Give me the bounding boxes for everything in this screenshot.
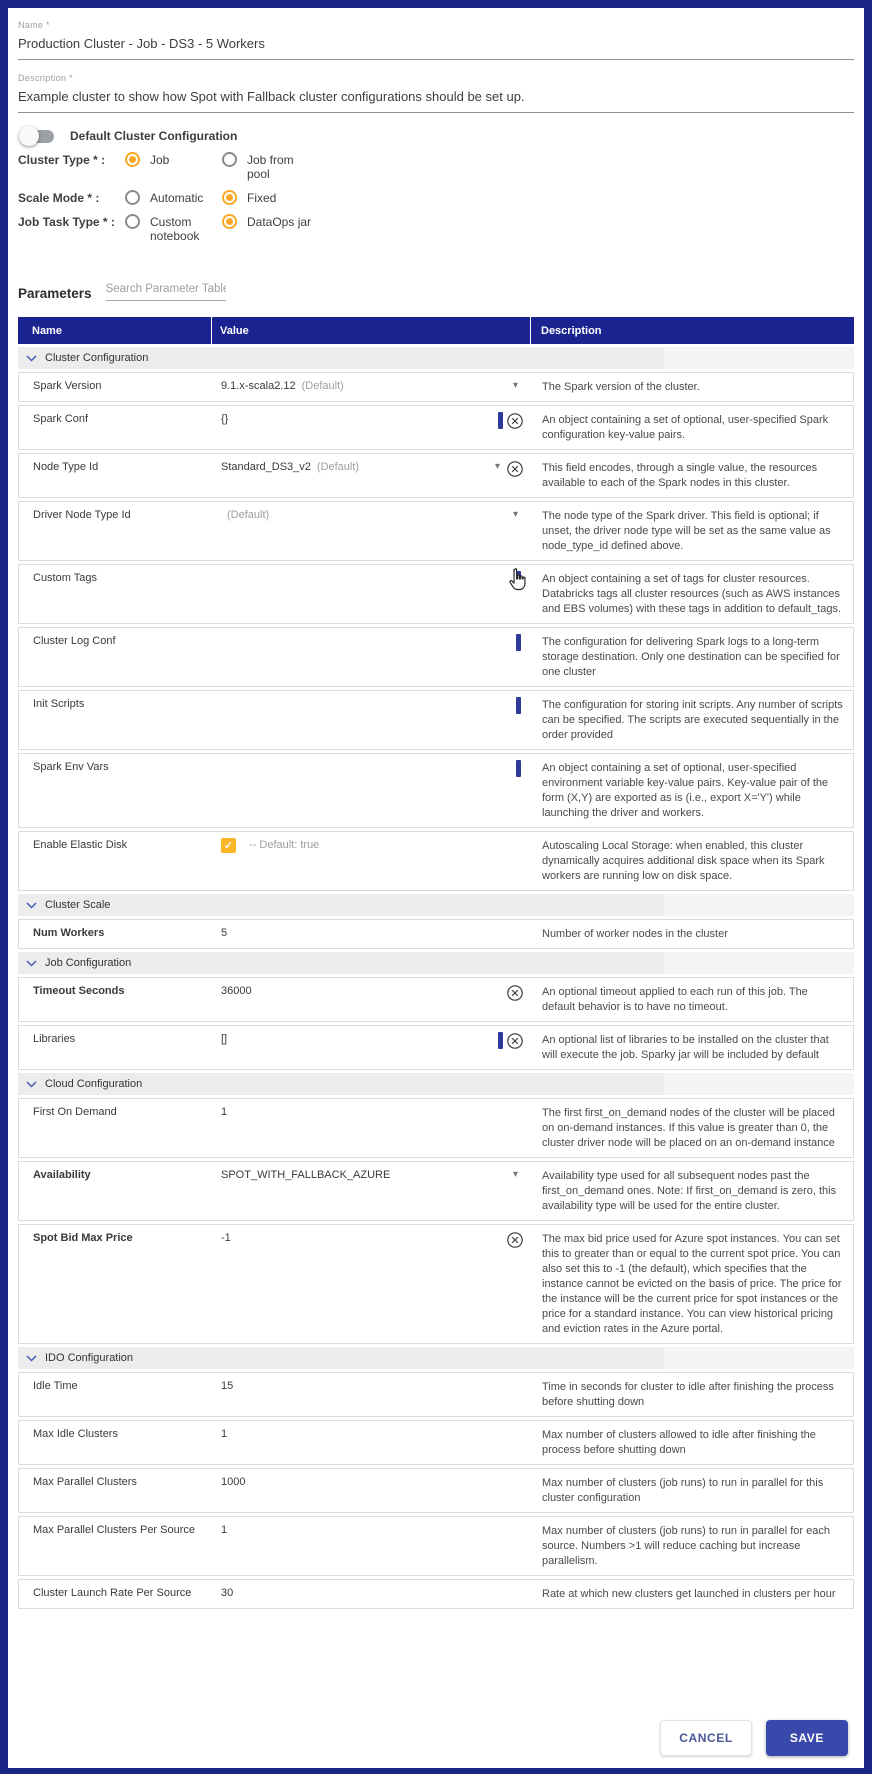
param-value: []: [221, 1033, 228, 1045]
param-value-cell[interactable]: [213, 1517, 532, 1575]
radio-option-job-from-pool[interactable]: [222, 152, 319, 181]
param-value-cell[interactable]: [213, 832, 532, 890]
expand-editor-icon[interactable]: [498, 1032, 503, 1049]
section-tail: [664, 894, 854, 916]
param-value-cell[interactable]: [213, 628, 532, 686]
column-header-value: Value: [212, 317, 531, 344]
default-config-toggle-row: [18, 129, 854, 143]
mouse-cursor-icon: [506, 566, 529, 599]
expand-editor-icon[interactable]: [516, 697, 521, 714]
param-value: Standard_DS3_v2: [221, 461, 311, 473]
dropdown-caret-icon[interactable]: ▾: [512, 509, 518, 520]
param-name: Max Parallel Clusters: [33, 1476, 137, 1488]
param-value: -1: [221, 1232, 231, 1244]
dropdown-caret-icon[interactable]: ▾: [512, 1169, 518, 1180]
param-value-cell[interactable]: [213, 1162, 532, 1220]
section-row[interactable]: [18, 1073, 854, 1095]
param-description: This field encodes, through a single value, the resources available to each of the Spark nodes in this cluster.: [542, 462, 818, 489]
param-value-cell[interactable]: [213, 406, 532, 449]
table-row: [18, 1098, 854, 1158]
param-value-cell[interactable]: [213, 1026, 532, 1069]
param-name: Max Parallel Clusters Per Source: [33, 1524, 196, 1536]
param-value-cell[interactable]: [213, 502, 532, 560]
param-value: 1: [221, 1428, 228, 1440]
expand-editor-icon[interactable]: [516, 634, 521, 651]
table-row: [18, 1516, 854, 1576]
param-description: An optional timeout applied to each run of this job. The default behavior is to have no timeout.: [542, 986, 808, 1013]
dropdown-caret-icon[interactable]: ▾: [494, 461, 500, 472]
param-description: An object containing a set of tags for cluster resources. Databricks tags all cluster resources (such as AWS instances and EBS volumes) with these tags in addition to default_tags.: [532, 565, 853, 623]
param-value-cell[interactable]: [213, 565, 532, 623]
table-row: [18, 372, 854, 402]
param-description: Number of worker nodes in the cluster: [542, 928, 728, 940]
expand-editor-icon[interactable]: [516, 760, 521, 777]
param-description: Time in seconds for cluster to idle after finishing the process before shutting down: [542, 1381, 834, 1408]
chevron-down-icon: [26, 355, 37, 362]
radio-option-label: Custom notebook: [150, 215, 200, 243]
section-label: Cluster Scale: [45, 899, 111, 911]
param-value-cell[interactable]: [213, 1373, 532, 1416]
param-value: 36000: [221, 985, 252, 997]
dialog-footer: [660, 1720, 848, 1756]
chevron-down-icon: [26, 1081, 37, 1088]
param-value-cell[interactable]: [213, 454, 532, 497]
table-row: [18, 1579, 854, 1609]
param-value-cell[interactable]: [213, 1099, 532, 1157]
clear-value-icon[interactable]: [506, 1032, 524, 1050]
table-row: [18, 1420, 854, 1465]
param-description: The configuration for delivering Spark logs to a long-term storage destination. Only one destination can be specified for one cluster: [542, 636, 840, 678]
table-row: [18, 690, 854, 750]
param-value: 1: [221, 1524, 228, 1536]
param-description: The node type of the Spark driver. This field is optional; if unset, the driver node type will be set as the same value as node_type_id defined above.: [542, 510, 831, 552]
section-label: Cluster Configuration: [45, 352, 149, 364]
table-row: [18, 501, 854, 561]
scale-mode-label: Scale Mode * :: [18, 191, 100, 205]
param-name: Driver Node Type Id: [33, 509, 131, 521]
parameters-bar: [18, 279, 854, 301]
param-value-cell[interactable]: [213, 1580, 532, 1608]
param-description: Max number of clusters (job runs) to run in parallel for each source. Numbers >1 will reduce caching but increase parallelism.: [542, 1525, 830, 1567]
clear-value-icon[interactable]: [506, 1231, 524, 1249]
param-name: Spot Bid Max Price: [33, 1232, 133, 1244]
section-label: Cloud Configuration: [45, 1078, 143, 1090]
default-config-toggle-label: Default Cluster Configuration: [70, 129, 238, 143]
param-description: The max bid price used for Azure spot instances. You can set this to greater than or equal to the current spot price. You can also set this to -1 (the default), which specifies that the instance cannot be evicted on the basis of price. The price for the instance will be the current price for spot instances or the price for a standard instance. You can view historical pricing and eviction rates in the Azure portal.: [542, 1233, 842, 1335]
param-name: First On Demand: [33, 1106, 117, 1118]
param-value: 5: [221, 927, 228, 939]
param-name: Num Workers: [33, 927, 105, 939]
name-input[interactable]: Production Cluster - Job - DS3 - 5 Workers: [18, 30, 854, 60]
table-row: [18, 753, 854, 828]
column-header-name: Name: [18, 317, 212, 344]
clear-value-icon[interactable]: [506, 412, 524, 430]
column-header-description: Description: [541, 324, 602, 337]
scale-mode-group: [18, 190, 854, 205]
param-name: Init Scripts: [33, 698, 85, 710]
param-value: 15: [221, 1380, 234, 1392]
param-value-cell[interactable]: [213, 1469, 532, 1512]
description-input[interactable]: Example cluster to show how Spot with Fallback cluster configurations should be set up.: [18, 83, 854, 113]
search-input[interactable]: [106, 281, 226, 301]
table-row: [18, 919, 854, 949]
param-value: SPOT_WITH_FALLBACK_AZURE: [221, 1169, 391, 1181]
param-value: 9.1.x-scala2.12: [221, 380, 296, 392]
param-default-hint: (Default): [316, 461, 360, 473]
param-description: Rate at which new clusters get launched in clusters per hour: [542, 1588, 836, 1600]
toggle-knob-icon: [19, 126, 39, 146]
param-value: 30: [221, 1587, 234, 1599]
param-name: Timeout Seconds: [33, 985, 125, 997]
param-name: Node Type Id: [33, 461, 99, 473]
param-name: Custom Tags: [33, 572, 97, 584]
param-description: Max number of clusters (job runs) to run in parallel for this cluster configuration: [542, 1477, 824, 1504]
name-field-group: [18, 20, 854, 60]
parameter-search: [106, 279, 226, 301]
chevron-down-icon: [26, 902, 37, 909]
param-value: 1: [221, 1106, 228, 1118]
param-description: The configuration for storing init scripts. Any number of scripts can be specified. The scripts are executed sequentially in the order provided: [542, 699, 843, 741]
chevron-down-icon: [26, 960, 37, 967]
table-row: [18, 453, 854, 498]
param-description: An optional list of libraries to be installed on the cluster that will execute the job. Sparky jar will be included by default: [542, 1034, 829, 1061]
section-row[interactable]: [18, 1347, 854, 1369]
radio-option-label: Fixed: [247, 191, 277, 205]
description-field-group: [18, 73, 854, 113]
table-row: [18, 1224, 854, 1344]
param-default-hint: -- Default: true: [249, 839, 320, 851]
table-row: [18, 1468, 854, 1513]
section-row[interactable]: [18, 952, 854, 974]
section-label: IDO Configuration: [45, 1352, 134, 1364]
radio-option-automatic[interactable]: [125, 190, 222, 205]
table-row: [18, 1161, 854, 1221]
param-value: 1000: [221, 1476, 246, 1488]
param-description: An object containing a set of optional, user-specified environment variable key-value pairs. Key-value pair of the form (X,Y) are exported as is (i.e., export X='Y') while launching the driver and workers.: [542, 762, 829, 819]
param-value-cell[interactable]: [213, 373, 532, 401]
param-value-cell[interactable]: [213, 754, 532, 827]
param-name: Libraries: [33, 1033, 76, 1045]
param-default-hint: (Default): [227, 509, 270, 521]
table-row: [18, 1025, 854, 1070]
cluster-type-group: [18, 152, 854, 181]
radio-icon[interactable]: [222, 152, 237, 167]
section-row[interactable]: [18, 347, 854, 369]
table-row: [18, 977, 854, 1022]
radio-icon[interactable]: [125, 152, 140, 167]
job-task-type-group: [18, 214, 854, 243]
table-row: [18, 564, 854, 624]
parameters-title: Parameters: [18, 286, 92, 301]
param-value-cell[interactable]: [213, 691, 532, 749]
param-description: Availability type used for all subsequent nodes past the first_on_demand ones. Note: If first_on_demand is zero, this availability type will be used for the entire cluster.: [542, 1170, 837, 1212]
checkbox-checked-icon[interactable]: ✓: [221, 838, 236, 853]
radio-option-label: Automatic: [150, 191, 204, 205]
param-name: Spark Conf: [33, 413, 89, 425]
section-tail: [664, 347, 854, 369]
radio-icon[interactable]: [125, 214, 140, 229]
clear-value-icon[interactable]: [506, 984, 524, 1002]
radio-option-job[interactable]: [125, 152, 222, 167]
parameter-table-body: [18, 347, 854, 1609]
name-field-label: Name *: [18, 20, 50, 30]
param-default-hint: (Default): [301, 380, 344, 392]
param-value-cell[interactable]: [213, 920, 532, 948]
table-row: [18, 405, 854, 450]
job-task-type-label: Job Task Type * :: [18, 215, 115, 229]
param-name: Spark Version: [33, 380, 102, 392]
section-row[interactable]: [18, 894, 854, 916]
radio-icon[interactable]: [222, 214, 237, 229]
param-name: Cluster Launch Rate Per Source: [33, 1587, 192, 1599]
table-row: [18, 1372, 854, 1417]
param-description: An object containing a set of optional, user-specified Spark configuration key-value pairs.: [542, 414, 829, 441]
radio-option-dataops-jar[interactable]: [222, 214, 319, 229]
parameter-table: [18, 317, 854, 1609]
param-description: The first first_on_demand nodes of the cluster will be placed on on-demand instances. If this value is greater than 0, the cluster driver node will be placed on an on-demand instance: [542, 1107, 835, 1149]
clear-value-icon[interactable]: [506, 460, 524, 478]
param-name: Cluster Log Conf: [33, 635, 116, 647]
radio-option-label: DataOps jar: [247, 215, 312, 229]
cluster-type-label: Cluster Type * :: [18, 153, 106, 167]
param-description: Autoscaling Local Storage: when enabled, this cluster dynamically acquires additional disk space when its Spark workers are running low on disk space.: [542, 840, 825, 882]
table-row: [18, 627, 854, 687]
section-label: Job Configuration: [45, 957, 132, 969]
default-config-toggle[interactable]: [22, 130, 54, 143]
param-value-cell[interactable]: [213, 978, 532, 1021]
param-name: Availability: [33, 1169, 91, 1181]
dialog-card: [8, 8, 864, 1768]
section-tail: [664, 952, 854, 974]
param-description: Max number of clusters allowed to idle after finishing the process before shutting down: [542, 1429, 816, 1456]
dropdown-caret-icon[interactable]: ▾: [512, 380, 518, 391]
param-name: Max Idle Clusters: [33, 1428, 118, 1440]
parameter-table-header: [18, 317, 854, 344]
param-value-cell[interactable]: [213, 1421, 532, 1464]
expand-editor-icon[interactable]: [498, 412, 503, 429]
table-row: [18, 831, 854, 891]
param-name: Enable Elastic Disk: [33, 839, 128, 851]
section-tail: [664, 1347, 854, 1369]
save-button[interactable]: SAVE: [766, 1720, 848, 1756]
radio-option-custom-notebook[interactable]: [125, 214, 222, 243]
param-name: Idle Time: [33, 1380, 78, 1392]
description-field-label: Description *: [18, 73, 73, 83]
radio-icon[interactable]: [222, 190, 237, 205]
param-value: {}: [221, 413, 229, 425]
cancel-button[interactable]: CANCEL: [660, 1720, 752, 1756]
param-name: Spark Env Vars: [33, 761, 109, 773]
radio-icon[interactable]: [125, 190, 140, 205]
radio-option-fixed[interactable]: [222, 190, 319, 205]
section-tail: [664, 1073, 854, 1095]
param-value-cell[interactable]: [213, 1225, 532, 1343]
radio-option-label: Job: [150, 153, 170, 167]
radio-option-label: Job from pool: [247, 153, 294, 181]
chevron-down-icon: [26, 1355, 37, 1362]
param-description: The Spark version of the cluster.: [542, 381, 700, 393]
